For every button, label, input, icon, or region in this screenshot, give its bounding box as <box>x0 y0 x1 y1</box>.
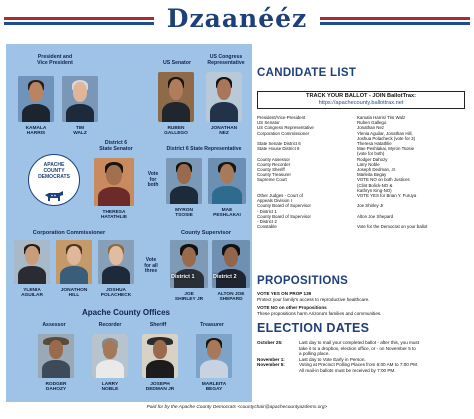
candidate-list-choice: Jonathan Nez <box>357 125 385 131</box>
president-label: President and Vice President <box>37 54 73 66</box>
us-senate-label: US Senator <box>163 60 191 66</box>
treasurer-label: Treasurer <box>200 322 224 328</box>
candidate-list-choice: Larry Noble <box>357 161 380 167</box>
district-2-badge: District 2 <box>213 274 237 280</box>
state-rep-label: District 6 State Representative <box>166 146 242 152</box>
candidate-list-choice: VOTE YES for Brian Y. Furuya <box>357 193 417 198</box>
seal-donkey-icon <box>29 190 79 204</box>
candidate-list-office: Supreme Court <box>257 177 287 183</box>
candidate-photo-noble <box>92 334 128 378</box>
seal-line-3: DEMOCRATS <box>38 174 70 180</box>
candidate-list-choice: Kathryn King-NO) <box>357 187 392 193</box>
candidate-list-office: State House District 6 <box>257 146 300 152</box>
candidate-name-dahozy: RODGER DAHOZY <box>45 382 67 393</box>
candidate-name-dedman: JOSEPH DEDMAN JR <box>145 382 175 393</box>
candidate-name-noble: LARRY NOBLE <box>101 382 119 393</box>
corp-commissioner-label: Corporation Commissioner <box>32 230 106 236</box>
election-dates-heading: ELECTION DATES <box>257 321 370 335</box>
sheriff-label: Sheriff <box>149 322 167 328</box>
election-date: November 1: <box>257 356 285 362</box>
candidate-list-choice: Ylenia Aguilar, Jonathan Hill, <box>357 130 413 136</box>
candidate-list-choice: Kamala Harris/ Tim Walz <box>357 115 406 120</box>
prop-no-desc: These propositions harm Arizona's families and communities. <box>257 311 382 316</box>
election-date-text: take it to a dropbox, election office, or - on November 5 to <box>299 345 416 351</box>
candidate-photo-aguilar <box>14 240 50 284</box>
ballottrax-box <box>257 91 465 109</box>
us-congress-label: US Congress Representative <box>207 54 245 66</box>
ballottrax-text: TRACK YOUR BALLOT - JOIN BallotTrax: <box>306 93 416 99</box>
assessor-label: Assessor <box>42 322 66 328</box>
candidate-list-office: County Recorder <box>257 161 291 167</box>
election-date: November 5: <box>257 362 285 368</box>
candidate-list-choice: Joseph Dedman, Jr. <box>357 167 397 172</box>
candidate-list-choice: (vote for both) <box>357 151 385 157</box>
apache-county-democrats-seal <box>28 154 80 206</box>
candidate-list-choice: Rodger Dahozy <box>357 156 388 162</box>
state-senate-label: District 6 State Senator <box>99 140 133 152</box>
candidate-list-choice: Ruben Gallego <box>357 120 387 126</box>
election-date-text: Last day to Vote Early in Person. <box>299 356 366 362</box>
candidate-list-office: Constable <box>257 224 277 230</box>
candidate-photo-shepard <box>212 240 250 288</box>
candidate-name-walz: TIM WALZ <box>73 126 87 137</box>
candidate-photo-walz <box>62 76 98 122</box>
candidate-list-office: President/Vice-President <box>257 115 306 120</box>
election-date-text: Last day to mail your completed ballot - after this, you must <box>299 340 420 345</box>
candidate-photo-dahozy <box>38 334 74 378</box>
district-1-badge: District 1 <box>171 274 195 280</box>
vote-for-both-note: Vote for both <box>147 171 159 189</box>
candidate-list-choice: Joe Shirley Jr <box>357 203 384 209</box>
candidate-list-choice: Joshua Polacheck (vote for 3) <box>357 135 416 141</box>
election-date-text: All mail-in ballots must be received by 7:00 PM. <box>299 368 396 373</box>
candidate-photo-hill <box>56 240 92 284</box>
candidate-list-office: - District 2 <box>257 219 277 224</box>
candidate-photo-harris <box>18 76 54 122</box>
candidate-photo-dedman <box>142 334 178 378</box>
candidate-photo-nez <box>206 72 242 122</box>
candidate-name-peshlakai: MAE PESHLAKAI <box>213 208 241 219</box>
candidate-list-office: County Treasurer <box>257 172 291 178</box>
page-title: Dzaanééz <box>166 4 308 33</box>
county-offices-label: Apache County Offices <box>81 308 170 317</box>
paid-for-footer: Paid for by the Apache County Democrats <countychair@apachecountyazdems.org> <box>146 405 328 410</box>
candidate-list-office: State Senate District 6 <box>257 141 301 146</box>
election-date-text: a polling place. <box>299 351 330 357</box>
candidate-list-choice: (Clint Bolick-NO & <box>357 182 393 188</box>
candidate-name-hatathlie: THERESA HATATHLIE <box>100 210 128 221</box>
candidate-photo-gallego <box>158 72 194 122</box>
candidate-list-office: - District 1 <box>257 208 277 214</box>
candidate-name-gallego: RUBEN GALLEGO <box>164 126 188 137</box>
candidate-list-office: County Sheriff <box>257 167 285 172</box>
candidate-list-choice: Vote for the Democrat on your ballot <box>357 224 428 230</box>
candidate-list-office: County Assessor <box>257 156 290 162</box>
election-date-text: Voting at Precinct Polling Places from 6:00 AM to 7:00 PM. <box>299 362 419 368</box>
candidate-name-shirley: JOE SHIRLEY JR <box>174 292 204 303</box>
candidate-name-polacheck: JOSHUA POLACHECK <box>100 288 132 299</box>
candidate-list-choice: Theresa Hatathlie <box>357 141 392 146</box>
candidate-name-tsosie: MYRON TSOSIE <box>175 208 193 219</box>
candidate-list-heading: CANDIDATE LIST <box>257 67 357 79</box>
vote-for-all-three-note: Vote for all three <box>144 257 158 275</box>
candidate-list-choice: VOTE NO on both Justices <box>357 177 410 183</box>
recorder-label: Recorder <box>98 322 122 328</box>
candidate-list-office: US Senator <box>257 120 280 126</box>
candidate-photo-hatathlie <box>94 158 134 206</box>
prop-no-line: VOTE NO on other Propositions <box>257 305 327 310</box>
candidate-name-harris: KAMALA HARRIS <box>25 126 47 137</box>
candidate-list-choice: Marleita Begay <box>357 172 387 178</box>
candidate-list-office: US Congress Representative <box>257 125 314 131</box>
county-supervisor-label: County Supervisor <box>180 230 232 236</box>
candidate-photo-tsosie <box>166 158 202 204</box>
seal-line-1: APACHE <box>43 162 65 168</box>
candidate-name-shepard: ALTON JOE SHEPARD <box>217 292 245 303</box>
prop-yes-desc: Protect your family's access to reproductive healthcare. <box>257 297 370 302</box>
ballottrax-link[interactable]: https://apachecounty.ballottrax.net <box>318 100 404 106</box>
prop-yes-line: VOTE YES ON PROP 139 <box>257 291 312 296</box>
candidate-list-office: County Board of Supervisor <box>257 203 311 209</box>
candidate-photo-begay <box>196 334 232 378</box>
candidate-list-office: Other Judges - Court of <box>257 193 303 198</box>
candidate-name-hill: JONATHON HILL <box>60 288 88 299</box>
candidates-panel <box>6 44 252 402</box>
candidate-list-office: Corporation Commissioner <box>257 130 310 136</box>
candidate-name-begay: MARLEITA BEGAY <box>201 382 227 393</box>
propositions-heading: PROPOSITIONS <box>257 275 349 287</box>
candidate-list-choice: Alton Joe Shepard <box>357 213 394 219</box>
candidate-list-office: County Board of Supervisor <box>257 213 311 219</box>
candidate-list-office: Appeals Division I <box>257 198 292 204</box>
candidate-photo-shirley <box>170 240 208 288</box>
candidate-photo-peshlakai <box>208 158 246 204</box>
candidate-name-nez: JONATHAN NEZ <box>210 126 238 137</box>
seal-line-2: COUNTY <box>43 168 65 174</box>
candidate-list-choice: Mae Peshlakai, Myron Tsosie <box>357 146 415 152</box>
info-column <box>255 44 470 402</box>
election-date: October 25: <box>257 340 283 345</box>
candidate-photo-polacheck <box>98 240 134 284</box>
candidate-name-aguilar: YLENIA AGUILAR <box>21 288 43 299</box>
